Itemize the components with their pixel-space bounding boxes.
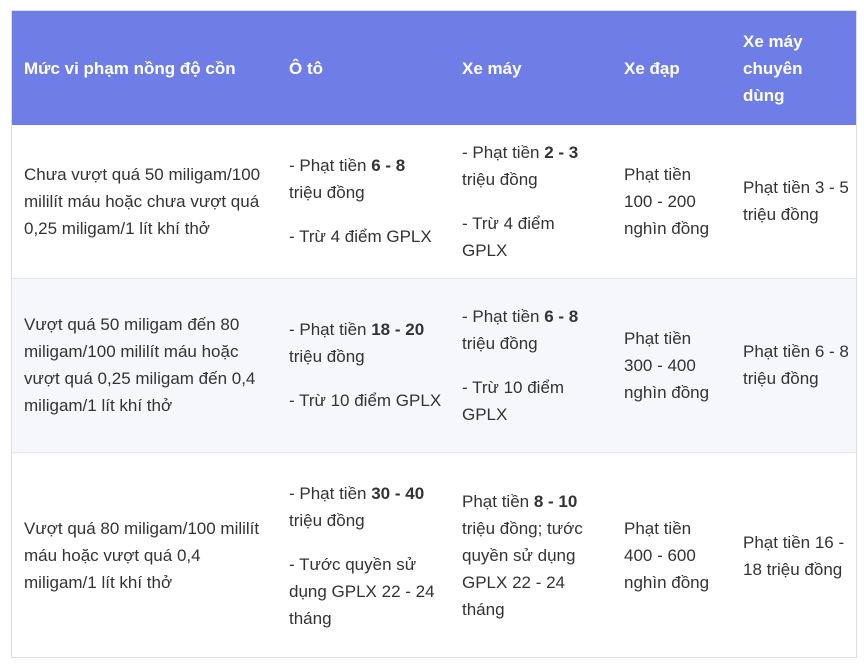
car-fine (289, 480, 442, 534)
cell-motorbike-penalty (450, 278, 612, 452)
car-extra-penalty: - Trừ 4 điểm GPLX (289, 227, 432, 247)
fine-amount: 18 - 20 (371, 320, 425, 339)
fine-suffix: triệu đồng (289, 347, 365, 366)
cell-car-penalty (277, 452, 450, 658)
cell-car-penalty (277, 278, 450, 452)
fine-prefix: - Phạt tiền (289, 156, 372, 176)
cell-violation-level: Vượt quá 50 miligam đến 80 miligam/100 mililít máu hoặc vượt quá 0,25 miligam đến 0,4 miligam/1 lít khí thở (12, 278, 277, 452)
cell-bicycle-penalty: Phạt tiền 300 - 400 nghìn đồng (612, 278, 731, 452)
table-row (12, 278, 857, 452)
car-extra-penalty: - Tước quyền sử dụng GPLX 22 - 24 tháng (289, 554, 435, 628)
cell-special-vehicle-penalty: Phạt tiền 3 - 5 triệu đồng (731, 125, 857, 278)
fine-suffix: triệu đồng (289, 183, 365, 203)
car-extra-penalty: - Trừ 10 điểm GPLX (289, 391, 442, 410)
header-violation-level: Mức vi phạm nồng độ cồn (12, 11, 277, 125)
fine-suffix: triệu đồng (289, 510, 365, 530)
motorbike-fine (462, 303, 604, 357)
fine-prefix: - Phạt tiền (289, 320, 372, 339)
fine-amount: 2 - 3 (544, 142, 579, 162)
cell-violation-level: Chưa vượt quá 50 miligam/100 mililít máu hoặc chưa vượt quá 0,25 miligam/1 lít khí thở (12, 125, 277, 278)
fine-suffix: triệu đồng (462, 333, 538, 353)
motorbike-extra-penalty: - Trừ 4 điểm GPLX (462, 213, 555, 260)
header-bicycle: Xe đạp (612, 11, 731, 125)
car-fine (289, 316, 442, 370)
fine-prefix: - Phạt tiền (462, 306, 545, 326)
fine-amount: 6 - 8 (544, 306, 579, 326)
motorbike-fine (462, 139, 604, 193)
motorbike-extra-penalty: - Trừ 10 điểm GPLX (462, 377, 565, 424)
cell-car-penalty (277, 125, 450, 278)
cell-motorbike-penalty (450, 125, 612, 278)
penalty-table-container (11, 10, 857, 658)
cell-motorbike-penalty (450, 452, 612, 658)
fine-amount: 30 - 40 (371, 483, 425, 503)
table-row (12, 125, 857, 278)
cell-bicycle-penalty: Phạt tiền 100 - 200 nghìn đồng (612, 125, 731, 278)
header-car: Ô tô (277, 11, 450, 125)
header-special-vehicle: Xe máy chuyên dùng (731, 11, 857, 125)
fine-amount: 8 - 10 (533, 492, 578, 512)
cell-special-vehicle-penalty: Phạt tiền 16 - 18 triệu đồng (731, 452, 857, 658)
cell-special-vehicle-penalty: Phạt tiền 6 - 8 triệu đồng (731, 278, 857, 452)
cell-bicycle-penalty: Phạt tiền 400 - 600 nghìn đồng (612, 452, 731, 658)
alcohol-penalty-table (12, 11, 857, 658)
fine-prefix: - Phạt tiền (289, 483, 372, 503)
header-motorbike: Xe máy (450, 11, 612, 125)
fine-prefix: - Phạt tiền (462, 142, 545, 162)
cell-violation-level: Vượt quá 80 miligam/100 mililít máu hoặc vượt quá 0,4 miligam/1 lít khí thở (12, 452, 277, 658)
fine-suffix: triệu đồng (462, 169, 538, 189)
fine-suffix: triệu đồng; tước quyền sử dụng GPLX 22 - 24 tháng (462, 519, 583, 620)
table-header-row (12, 11, 857, 125)
fine-prefix: Phạt tiền (462, 492, 534, 512)
table-row (12, 452, 857, 658)
car-fine (289, 152, 442, 206)
motorbike-fine (462, 488, 604, 623)
fine-amount: 6 - 8 (371, 156, 406, 176)
